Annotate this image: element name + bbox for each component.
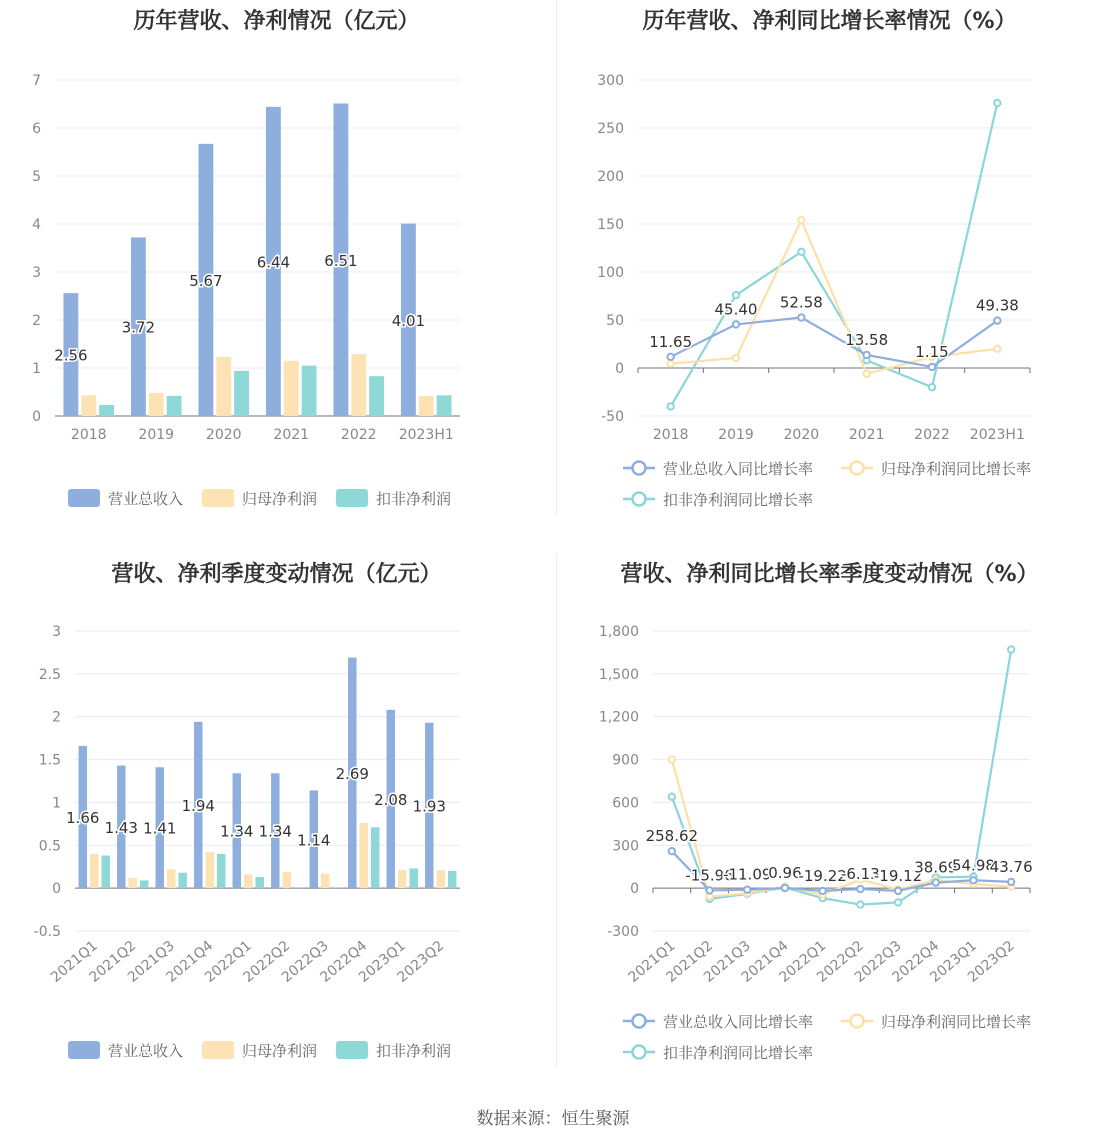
data-label: -15.96 <box>685 866 734 885</box>
legend-label: 扣非净利润同比增长率 <box>663 1044 814 1062</box>
y-tick-label: 3 <box>32 265 41 281</box>
legend-label: 扣非净利润 <box>376 1042 452 1060</box>
x-tick-label: 2023H1 <box>969 427 1025 443</box>
x-tick-label: 2019 <box>138 427 175 443</box>
y-tick-label: 2 <box>32 313 41 329</box>
chart-canvas <box>0 0 553 540</box>
x-tick-label: 2021Q3 <box>700 937 754 986</box>
data-point <box>733 292 739 298</box>
y-tick-label: 0.5 <box>38 838 61 855</box>
bar <box>129 878 137 888</box>
x-tick-label: 2022Q3 <box>851 937 905 986</box>
y-tick-label: 1 <box>52 795 61 812</box>
x-tick-label: 2023Q1 <box>927 937 981 986</box>
y-tick-label: 900 <box>612 752 639 769</box>
legend-marker <box>851 1015 864 1028</box>
legend-label: 扣非净利润 <box>376 490 452 508</box>
data-point <box>994 317 1000 323</box>
x-tick-label: 2020 <box>783 427 820 443</box>
x-tick-label: 2019 <box>718 427 754 443</box>
y-tick-label: -50 <box>601 409 624 425</box>
bar <box>284 361 299 416</box>
bar <box>217 854 225 888</box>
data-point <box>667 360 673 366</box>
bar <box>167 869 175 888</box>
data-point <box>857 901 863 907</box>
y-tick-label: 6 <box>32 121 41 137</box>
x-tick-label: 2023Q1 <box>355 937 409 986</box>
bar <box>81 395 96 416</box>
x-tick-label: 2023Q2 <box>964 937 1018 986</box>
data-label: 1.93 <box>412 797 446 816</box>
chart-title: 历年营收、净利情况（亿元） <box>133 9 420 34</box>
legend-swatch <box>68 1041 100 1059</box>
y-tick-label: 0 <box>615 361 624 377</box>
data-point <box>933 879 939 885</box>
bar <box>234 371 249 416</box>
data-label: -19.12 <box>873 866 923 885</box>
data-point <box>994 100 1000 106</box>
bar <box>321 874 329 889</box>
y-tick-label: 7 <box>32 73 41 89</box>
x-tick-label: 2021Q2 <box>663 937 717 986</box>
data-label: 54.98 <box>951 856 995 875</box>
bar <box>167 396 182 416</box>
x-tick-label: 2023H1 <box>398 427 454 443</box>
annual-revenue-bar-chart <box>0 0 553 540</box>
data-point <box>929 364 935 370</box>
legend-swatch <box>202 489 234 507</box>
legend-label: 归母净利润同比增长率 <box>881 460 1032 478</box>
x-tick-label: 2020 <box>205 427 242 443</box>
data-label: 1.15 <box>915 342 949 361</box>
legend-label: 营业总收入同比增长率 <box>663 1013 814 1031</box>
bar <box>409 868 417 888</box>
annual-growth-line-chart <box>553 0 1106 540</box>
quarterly-revenue-bar-chart <box>0 553 553 1093</box>
x-tick-label: 2022Q2 <box>240 937 294 986</box>
legend-marker <box>633 1046 646 1059</box>
legend-label: 营业总收入 <box>108 1042 184 1060</box>
data-label: -11.09 <box>723 865 772 884</box>
data-label: 13.58 <box>845 330 889 349</box>
data-label: 2.69 <box>335 764 369 783</box>
data-label: 1.34 <box>220 822 254 841</box>
data-label: 43.76 <box>989 857 1033 876</box>
y-tick-label: 50 <box>606 313 624 329</box>
bar <box>178 873 186 888</box>
data-point <box>667 354 673 360</box>
data-label: 3.72 <box>121 318 156 337</box>
x-tick-label: 2018 <box>652 427 689 443</box>
x-tick-label: 2021Q4 <box>163 937 217 986</box>
y-tick-label: 150 <box>597 217 624 233</box>
legend-label: 归母净利润 <box>242 490 318 508</box>
bar <box>302 366 317 416</box>
legend-label: 归母净利润 <box>242 1042 318 1060</box>
data-label: 5.67 <box>189 271 223 290</box>
data-label: 258.62 <box>645 827 699 846</box>
data-label: 11.65 <box>649 332 693 351</box>
y-tick-label: -300 <box>607 924 639 940</box>
bar <box>244 874 252 888</box>
data-point <box>819 888 825 894</box>
x-tick-label: 2022Q3 <box>278 937 332 986</box>
quarterly-growth-line-chart <box>553 553 1106 1093</box>
data-label: 45.40 <box>714 300 758 319</box>
legend-marker <box>633 1015 646 1028</box>
x-tick-label: 2022Q1 <box>201 937 255 986</box>
x-tick-label: 2022Q4 <box>889 937 943 986</box>
y-tick-label: 4 <box>32 217 41 233</box>
bar <box>437 395 452 416</box>
data-point <box>857 886 863 892</box>
bar <box>351 354 366 416</box>
data-point <box>798 314 804 320</box>
chart-title: 历年营收、净利同比增长率情况（%） <box>642 9 1017 34</box>
bar <box>101 856 109 889</box>
legend-swatch <box>336 1041 368 1059</box>
data-label: 1.94 <box>181 797 215 815</box>
y-tick-label: 100 <box>597 265 624 281</box>
bar <box>371 827 379 888</box>
x-tick-label: 2022Q4 <box>317 937 371 986</box>
bar <box>369 376 384 416</box>
data-point <box>706 887 712 893</box>
legend-marker <box>851 462 864 475</box>
data-point <box>1008 879 1014 885</box>
data-point <box>895 899 901 905</box>
bar <box>216 357 231 416</box>
data-point <box>798 249 804 255</box>
data-label: 1.34 <box>258 822 292 841</box>
x-tick-label: 2021Q4 <box>738 937 792 986</box>
y-tick-label: -0.5 <box>33 924 61 940</box>
data-point <box>733 321 739 327</box>
y-tick-label: 2.5 <box>38 666 61 683</box>
data-point <box>782 885 788 891</box>
data-label: 4.01 <box>391 311 426 330</box>
y-tick-label: 300 <box>597 73 624 89</box>
legend-swatch <box>68 489 100 507</box>
data-label: 52.58 <box>779 293 823 312</box>
y-tick-label: 250 <box>597 121 624 137</box>
legend-label: 归母净利润同比增长率 <box>881 1013 1032 1031</box>
data-label: 1.41 <box>143 819 177 838</box>
bar <box>360 823 368 888</box>
legend-label: 扣非净利润同比增长率 <box>663 491 814 509</box>
bar <box>294 887 302 888</box>
bar <box>448 871 456 888</box>
data-label: 6.44 <box>256 253 291 272</box>
bar <box>99 405 114 416</box>
data-label: 1.66 <box>66 809 100 827</box>
x-tick-label: 2022 <box>340 427 377 443</box>
data-point <box>669 756 675 762</box>
data-point <box>733 355 739 361</box>
x-tick-label: 2021Q2 <box>86 937 140 986</box>
bar <box>149 393 164 416</box>
bar <box>255 877 263 888</box>
y-tick-label: 0 <box>630 881 639 898</box>
data-point <box>895 888 901 894</box>
legend-label: 营业总收入 <box>108 490 184 508</box>
chart-canvas <box>0 553 553 1093</box>
data-label: 2.56 <box>54 346 88 365</box>
data-label: 1.14 <box>297 831 331 850</box>
y-tick-label: 1,200 <box>598 709 639 726</box>
x-tick-label: 2021Q3 <box>124 937 178 986</box>
bar <box>140 880 148 888</box>
chart-title: 营收、净利同比增长率季度变动情况（%） <box>620 562 1039 587</box>
y-tick-label: 300 <box>612 838 639 855</box>
data-point <box>667 403 673 409</box>
data-point <box>929 384 935 390</box>
bar <box>332 887 340 888</box>
x-tick-label: 2021 <box>848 427 885 443</box>
x-tick-label: 2022Q2 <box>814 937 867 986</box>
data-label: 1.43 <box>104 818 138 837</box>
data-point <box>994 346 1000 352</box>
data-point <box>744 887 750 893</box>
bar <box>90 854 98 888</box>
y-tick-label: 0 <box>32 409 41 425</box>
y-tick-label: 1 <box>32 361 41 377</box>
y-tick-label: 2 <box>52 709 61 726</box>
data-label: 49.38 <box>975 296 1019 315</box>
y-tick-label: 1.5 <box>38 752 61 769</box>
bar <box>206 852 214 888</box>
chart-canvas <box>553 0 1106 540</box>
y-tick-label: 200 <box>597 169 624 185</box>
y-tick-label: 600 <box>612 795 639 812</box>
legend-label: 营业总收入同比增长率 <box>663 460 814 478</box>
chart-canvas <box>553 553 1106 1093</box>
data-point <box>669 794 675 800</box>
legend-swatch <box>336 489 368 507</box>
data-point <box>970 877 976 883</box>
x-tick-label: 2018 <box>70 427 107 443</box>
bar <box>437 870 445 888</box>
bar <box>398 870 406 888</box>
x-tick-label: 2021 <box>273 427 310 443</box>
chart-title: 营收、净利季度变动情况（亿元） <box>111 562 442 587</box>
x-tick-label: 2023Q2 <box>394 937 448 986</box>
x-tick-label: 2022 <box>914 427 950 443</box>
legend-marker <box>633 493 646 506</box>
data-label: 38.69 <box>914 858 958 877</box>
legend-marker <box>633 462 646 475</box>
legend-swatch <box>202 1041 234 1059</box>
data-label: -6.13 <box>840 865 880 884</box>
data-label: -19.22 <box>798 866 847 885</box>
y-tick-label: 1,800 <box>598 624 639 640</box>
x-tick-label: 2021Q1 <box>47 937 101 986</box>
data-point <box>669 848 675 854</box>
y-tick-label: 1,500 <box>598 666 639 683</box>
data-point <box>1008 646 1014 652</box>
data-label: 2.08 <box>374 791 408 809</box>
data-point <box>863 371 869 377</box>
data-point <box>798 217 804 223</box>
y-tick-label: 3 <box>52 624 61 640</box>
data-label: 0.96 <box>768 864 802 883</box>
y-tick-label: 5 <box>32 169 41 185</box>
y-tick-label: 0 <box>52 881 61 898</box>
x-tick-label: 2021Q1 <box>625 937 679 986</box>
bar <box>419 396 434 416</box>
x-tick-label: 2022Q1 <box>776 937 830 986</box>
bar <box>283 872 291 888</box>
data-label: 6.51 <box>324 251 358 270</box>
data-point <box>863 352 869 358</box>
data-source-note: 数据来源：恒生聚源 <box>476 1109 630 1129</box>
